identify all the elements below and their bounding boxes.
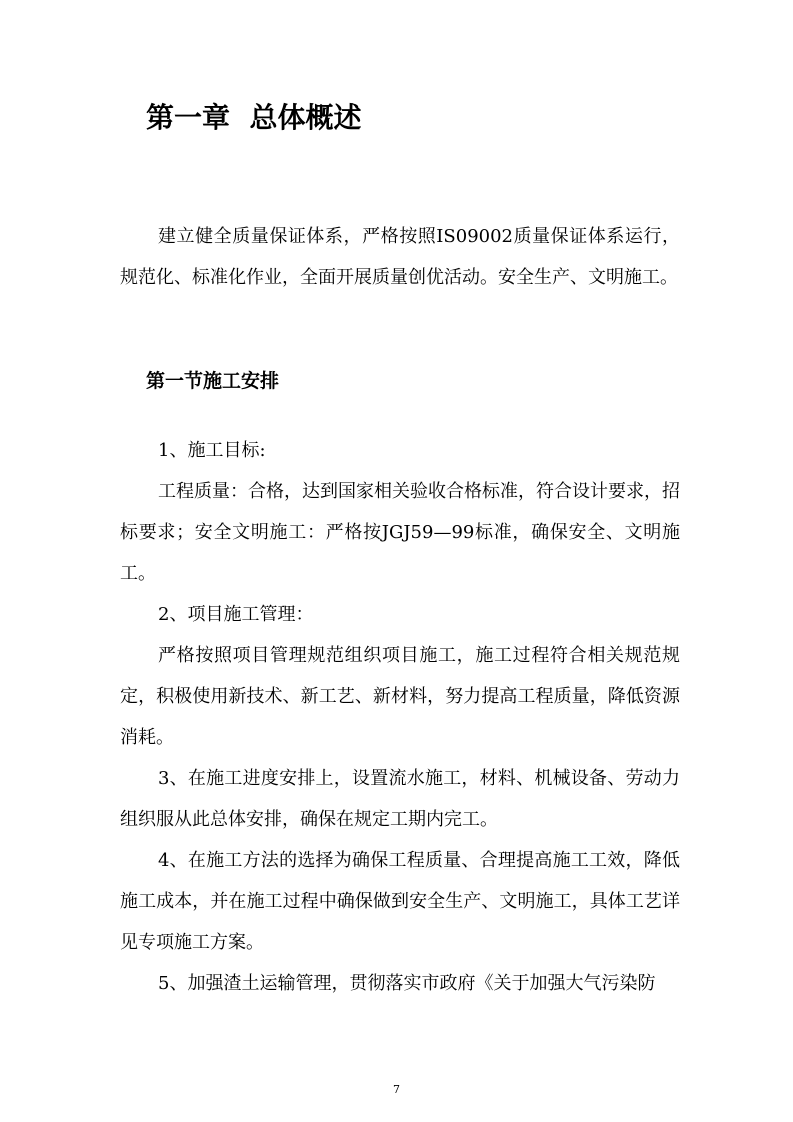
item-management-heading: 2、项目施工管理： [158,604,314,625]
section-title: 第一节施工安排 [146,370,280,392]
item-methods: 4、在施工方法的选择为确保工程质量、合理提高施工工效，降低施工成本，并在施工过程中确保做到安全生产、文明施工，具体工艺详见专项施工方案。 [120,850,680,953]
item-schedule: 3、在施工进度安排上，设置流水施工，材料、机械设备、劳动力组织服从此总体安排，确保在规定工期内完工。 [120,768,680,830]
intro-paragraph: 建立健全质量保证体系，严格按照IS09002质量保证体系运行，规范化、标准化作业，全面开展质量创优活动。安全生产、文明施工。 [120,226,680,288]
item-goal-body: 工程质量：合格，达到国家相关验收合格标准，符合设计要求，招标要求；安全文明施工：严格按JGJ59—99标准，确保安全、文明施工。 [120,481,680,584]
item-goal-heading: 1、施工目标: [158,440,266,461]
chapter-title: 第一章 总体概述 [146,101,362,134]
item-transport: 5、加强渣土运输管理，贯彻落实市政府《关于加强大气污染防 [158,973,656,994]
page-number: 7 [393,1083,400,1096]
item-management-body: 严格按照项目管理规范组织项目施工，施工过程符合相关规范规定，积极使用新技术、新工艺、新材料，努力提高工程质量，降低资源消耗。 [120,645,680,748]
